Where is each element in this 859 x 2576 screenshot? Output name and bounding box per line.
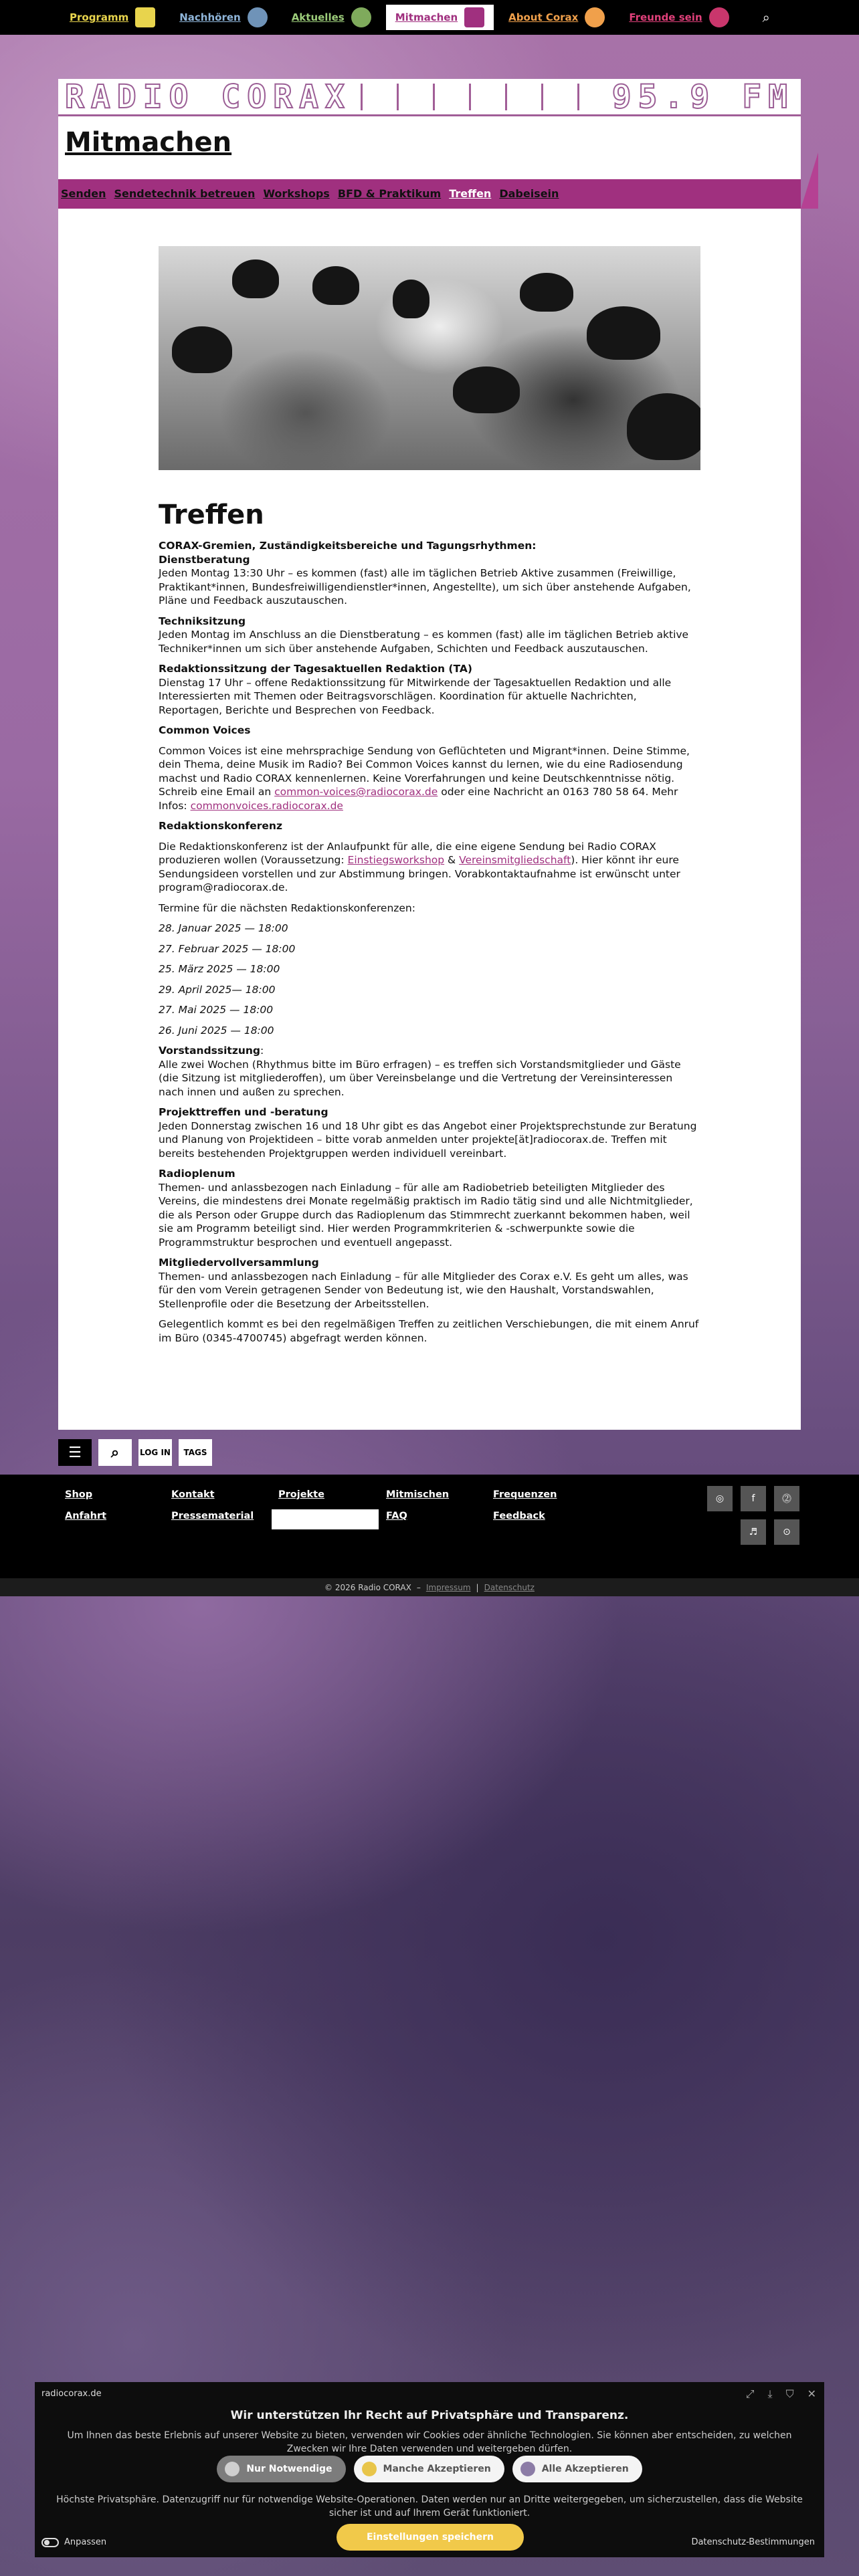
nav-label: Freunde sein — [629, 11, 702, 23]
page-title[interactable]: Mitmachen — [65, 127, 232, 158]
text-part: & — [444, 854, 460, 866]
section-text — [159, 744, 700, 813]
datenschutz-link[interactable]: Datenschutz — [484, 1582, 535, 1592]
article-content — [159, 499, 700, 1352]
section-text: Dienstag 17 Uhr – offene Redaktionssitzung für Mitwirkende der Tagesaktuellen Redaktion und alle Interessierten mit Themen oder Beitragsvorschlägen. Koordination für aktuelle Nachrichten, Reportagen, Berichte und Besprechen von Feedback. — [159, 676, 672, 716]
footer-kontakt[interactable]: Kontakt — [171, 1489, 215, 1500]
privacy-level-text: Höchste Privatsphäre. Datenzugriff nur für notwendige Website-Operationen. Daten werden nur an Dritte weitergegeben, um sicherzustellen, dass die Website sicher ist und auf Ihrem Gerät funktioniert. — [56, 2494, 803, 2518]
adjust-toggle[interactable] — [41, 2537, 106, 2547]
people-icon — [464, 7, 484, 27]
section-text: Themen- und anlassbezogen nach Einladung – für alle am Radiobetrieb beteiligten Mitglieder des Vereins, die mindestens drei Monate regelmäßig praktisch im Radio tätig sind und alle Nichtmitglieder, die als Person oder Gruppe durch das Radioplenum das Stimmrecht zuerkannt bekommen haben, weil sie am Programm beteiligt sind. Hier werden Programmkriterien & -schwerpunkte sowie die Programmstruktur besprochen und eventuell angepasst. — [159, 1181, 693, 1249]
crow-figure — [172, 326, 232, 373]
nav-about-corax[interactable] — [499, 5, 614, 30]
radio-icon — [135, 7, 155, 27]
article-title: Treffen — [159, 500, 264, 530]
section-text: Alle zwei Wochen (Rhythmus bitte im Büro erfragen) – es treffen sich Vorstandsmitglieder und Gäste (die Sitzung ist mitgliederoffen), um über Vereinsbelange und die Vertretung der Vereinsinteressen nach innen und außen zu sprechen. — [159, 1058, 681, 1098]
heading-text: Vorstandssitzung — [159, 1045, 261, 1057]
section-heading: Mitgliedervollversammlung — [159, 1257, 319, 1269]
intro-heading: CORAX-Gremien, Zuständigkeitsbereiche und Tagungsrhythmen: — [159, 540, 537, 552]
choice-alle-akzeptieren[interactable] — [512, 2456, 642, 2482]
footer-mitmischen[interactable]: Mitmischen — [386, 1489, 450, 1500]
choice-label: Alle Akzeptieren — [541, 2464, 629, 2474]
subnav-workshops[interactable]: Workshops — [263, 187, 330, 200]
separator: – — [416, 1582, 421, 1592]
footer-pressematerial[interactable]: Pressematerial — [171, 1511, 254, 1521]
radio-dot-icon — [362, 2462, 377, 2476]
footer-feedback[interactable]: Feedback — [493, 1511, 545, 1521]
section-text — [159, 840, 700, 895]
cookie-icons — [746, 2387, 816, 2401]
cookie-domain: radiocorax.de — [41, 2389, 102, 2399]
site-footer — [0, 1475, 859, 1578]
nav-label: About Corax — [508, 11, 579, 23]
station-name: RADIO CORAX — [65, 78, 351, 116]
nav-label: Nachhören — [179, 11, 241, 23]
section-heading — [159, 1044, 700, 1058]
website-link[interactable]: commonvoices.radiocorax.de — [190, 799, 343, 812]
save-settings-button[interactable]: Einstellungen speichern — [337, 2524, 524, 2551]
vereinsmitgliedschaft-link[interactable]: Vereinsmitgliedschaft — [459, 854, 571, 866]
toggle-icon — [41, 2538, 59, 2547]
section-heading: Dienstberatung — [159, 553, 250, 566]
download-icon[interactable]: ⤓ — [767, 2387, 773, 2400]
subnav-dabeisein[interactable]: Dabeisein — [499, 187, 559, 200]
section-heading: Redaktionssitzung der Tagesaktuellen Redaktion (TA) — [159, 663, 472, 675]
login-button[interactable]: LOG IN — [138, 1439, 172, 1466]
crow-figure — [232, 259, 279, 298]
text-part: Common Voices ist eine mehrsprachige Sendung von Geflüchteten und Migrant*innen. Deine Stimme, dein Thema, deine Musik im Radio? Bei Common Voices kannst du lernen, wie du eine Radiosendung machst und Radio CORAX kennenlernen. Keine Vorerfahrungen und keine Deutschkenntnisse nötig. Schreib eine Email an — [159, 744, 690, 798]
crow-figure — [627, 393, 700, 460]
section-text: Jeden Montag 13:30 Uhr – es kommen (fast) alle im täglichen Betrieb Aktive zusammen (Freiwillige, Praktikant*innen, Bundesfreiwilligendienstler*innen, Angestellte), um sich über anstehende Aufgaben, Pläne und Feedback auszutauschen. — [159, 567, 691, 607]
footer-search-input[interactable] — [272, 1509, 379, 1529]
mastodon-icon[interactable]: ⓶ — [774, 1486, 799, 1511]
impressum-link[interactable]: Impressum — [425, 1582, 471, 1592]
dates-intro: Termine für die nächsten Redaktionskonferenzen: — [159, 901, 415, 914]
station-frequency: 95.9 FM — [611, 78, 794, 116]
nav-freunde-sein[interactable] — [619, 5, 738, 30]
separator: | — [476, 1582, 479, 1592]
radio-corax-banner — [58, 79, 801, 116]
nav-label: Aktuelles — [291, 11, 345, 23]
bottom-toolbar — [58, 1439, 212, 1466]
footer-frequenzen[interactable]: Frequenzen — [493, 1489, 557, 1500]
section-text: Jeden Donnerstag zwischen 16 und 18 Uhr gibt es das Angebot einer Projektsprechstunde zur Beratung und Planung von Projektideen – bitte vorab anmelden unter projekte[ät]radiocorax.de. Treffen mit bereits bestehenden Projektgruppen werden individuell vereinbart. — [159, 1119, 697, 1160]
date-item: 25. März 2025 — 18:00 — [159, 963, 280, 975]
page-card — [58, 79, 801, 1430]
crow-figure — [587, 306, 660, 360]
subnav-sendetechnik[interactable]: Sendetechnik betreuen — [114, 187, 256, 200]
subnav-senden[interactable]: Senden — [61, 187, 106, 200]
subnav-bfd-praktikum[interactable]: BFD & Praktikum — [337, 187, 442, 200]
choice-nur-notwendige[interactable] — [217, 2456, 345, 2482]
nav-mitmachen[interactable] — [386, 5, 494, 30]
footer-shop[interactable]: Shop — [65, 1489, 93, 1500]
date-item: 27. Februar 2025 — 18:00 — [159, 942, 296, 955]
choice-manche-akzeptieren[interactable] — [354, 2456, 504, 2482]
date-item: 29. April 2025— 18:00 — [159, 983, 276, 996]
soundcloud-icon[interactable]: ♬ — [741, 1519, 766, 1545]
telegram-icon[interactable]: ⊙ — [774, 1519, 799, 1545]
nav-label: Programm — [70, 11, 129, 23]
crow-figure — [453, 366, 520, 413]
choice-label: Nur Notwendige — [246, 2464, 332, 2474]
radio-dot-icon — [225, 2462, 240, 2476]
text-part: oder eine Nachricht an 0163 780 58 64. Mehr Infos: — [159, 786, 678, 812]
adjust-label: Anpassen — [64, 2537, 107, 2547]
crow-figure — [312, 266, 359, 305]
cookie-choices — [35, 2456, 824, 2482]
tags-button[interactable]: TAGS — [179, 1439, 212, 1466]
footer-projekte[interactable]: Projekte — [278, 1489, 324, 1500]
section-text: Jeden Montag im Anschluss an die Dienstberatung – es kommen (fast) alle im täglichen Betrieb aktive Techniker*innen um sich über anstehende Aufgaben, Schichten und Feedback auszutauschen. — [159, 629, 689, 655]
date-item: 26. Juni 2025 — 18:00 — [159, 1024, 274, 1037]
expand-icon[interactable]: ⤢ — [745, 2387, 755, 2400]
privacy-policy-link[interactable]: Datenschutz-Bestimmungen — [691, 2537, 815, 2547]
hero-image — [159, 246, 700, 470]
nav-programm[interactable] — [60, 5, 165, 30]
section-heading: Techniksitzung — [159, 615, 246, 627]
section-heading: Radioplenum — [159, 1168, 235, 1180]
search-icon[interactable]: ⌕ — [98, 1439, 132, 1466]
crow-figure — [520, 273, 573, 312]
footer-faq[interactable]: FAQ — [386, 1511, 407, 1521]
subnav-treffen[interactable]: Treffen — [449, 187, 492, 200]
nav-nachhoeren[interactable] — [170, 5, 276, 30]
copyright-text: © 2026 Radio CORAX — [324, 1582, 411, 1592]
heart-icon — [709, 7, 729, 27]
closing-text: Gelegentlich kommt es bei den regelmäßigen Treffen zu zeitlichen Verschiebungen, die mit einem Anruf im Büro (0345-4700745) abgefragt werden können. — [159, 1318, 699, 1344]
section-heading: Common Voices — [159, 724, 251, 736]
nav-aktuelles[interactable] — [282, 5, 381, 30]
text-part: ). Hier könnt ihr eure Sendungsideen vorstellen und zur Abstimmung bringen. Vorabkontaktaufnahme ist erwünscht unter program@radiocorax.de. — [159, 854, 680, 893]
date-item: 27. Mai 2025 — 18:00 — [159, 1004, 274, 1016]
shield-icon[interactable]: ⛉ — [785, 2387, 794, 2400]
menu-icon[interactable]: ☰ — [58, 1439, 92, 1466]
instagram-icon[interactable]: ◎ — [707, 1486, 733, 1511]
banner-grid — [361, 84, 603, 110]
crow-figure — [393, 280, 430, 318]
nav-label: Mitmachen — [395, 11, 458, 23]
section-text: Themen- und anlassbezogen nach Einladung – für alle Mitglieder des Corax e.V. Es geht um alles, was für den vom Verein getragenen Sender von Bedeutung ist, wie den Haushalt, Vorstandswahlen, Stellenprofile oder die Besetzung der Arbeitsstellen. — [159, 1270, 688, 1310]
cookie-consent-banner — [35, 2382, 824, 2557]
facebook-icon[interactable]: f — [741, 1486, 766, 1511]
radio-dot-icon — [520, 2462, 535, 2476]
copyright-bar — [0, 1578, 859, 1596]
section-heading: Projekttreffen und -beratung — [159, 1106, 328, 1118]
close-icon[interactable]: ✕ — [807, 2387, 816, 2400]
text-part: Die Redaktionskonferenz ist der Anlaufpunkt für alle, die eine eigene Sendung bei Radio CORAX produzieren wollen (Voraussetzung: — [159, 840, 656, 866]
heading-colon: : — [260, 1045, 264, 1057]
email-link[interactable]: common-voices@radiocorax.de — [274, 786, 438, 798]
date-item: 28. Januar 2025 — 18:00 — [159, 922, 288, 934]
search-icon[interactable]: ⌕ — [762, 9, 770, 25]
einstiegsworkshop-link[interactable]: Einstiegsworkshop — [347, 854, 445, 866]
choice-label: Manche Akzeptieren — [383, 2464, 491, 2474]
info-icon — [585, 7, 605, 27]
cookie-description: Um Ihnen das beste Erlebnis auf unserer Website zu bieten, verwenden wir Cookies oder ähnliche Technologien. Sie können aber entscheiden, zu welchen Zwecken wir Ihre Daten verwenden und weitergeben dürfen. — [67, 2430, 792, 2454]
footer-anfahrt[interactable]: Anfahrt — [65, 1511, 107, 1521]
globe-icon — [248, 7, 268, 27]
cookie-heading: Wir unterstützen Ihr Recht auf Privatsphäre und Transparenz. — [230, 2409, 629, 2422]
top-navigation — [0, 0, 859, 35]
section-heading: Redaktionskonferenz — [159, 820, 282, 832]
sub-navigation — [61, 187, 559, 200]
smile-icon — [351, 7, 371, 27]
